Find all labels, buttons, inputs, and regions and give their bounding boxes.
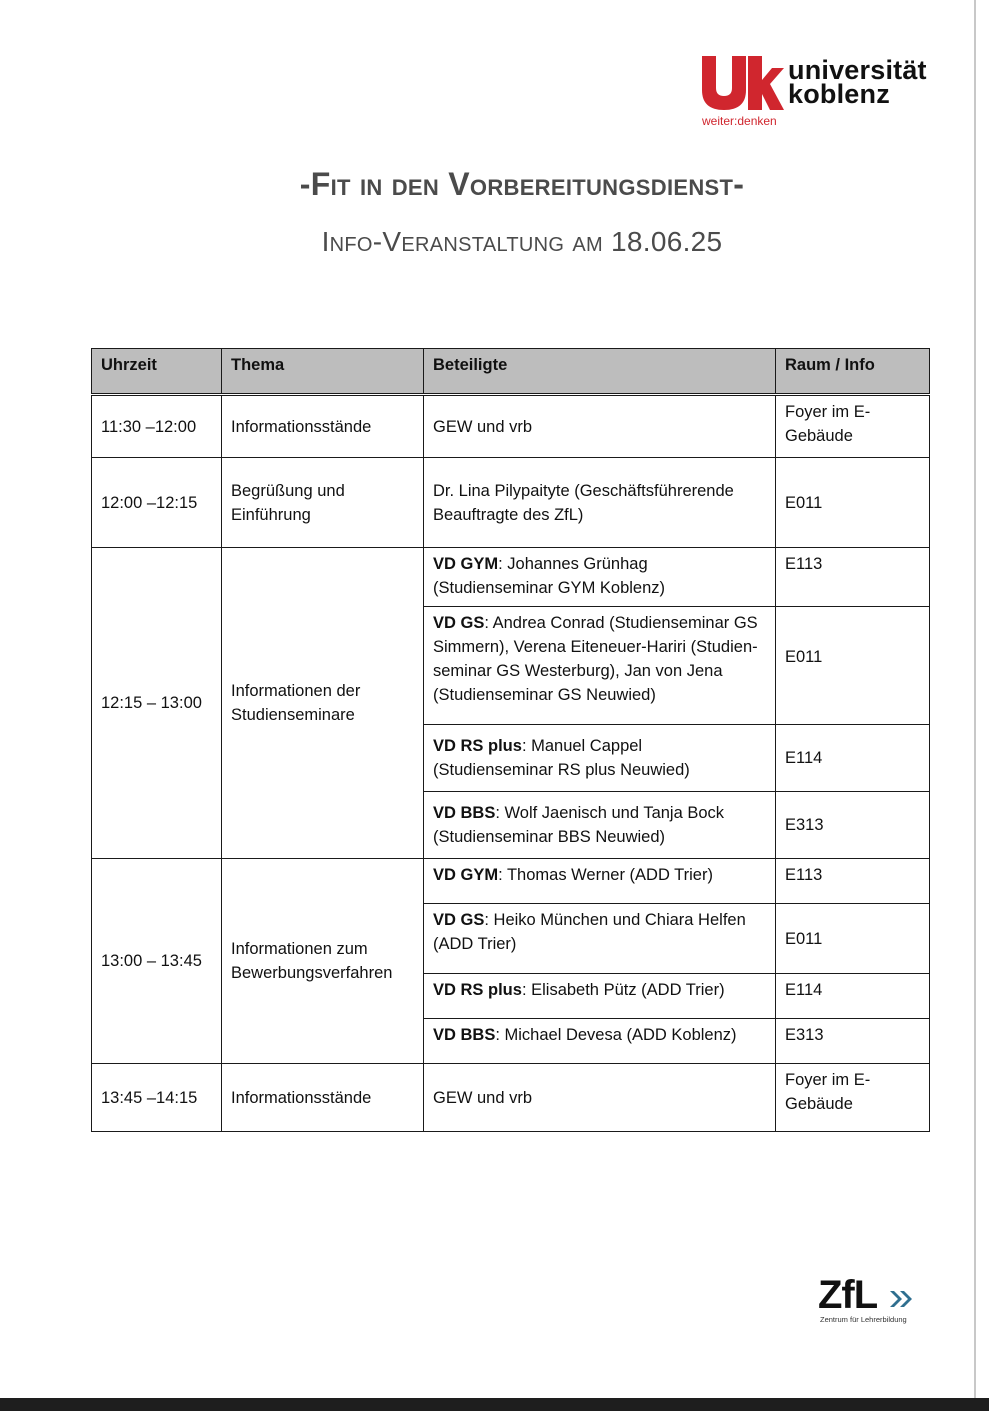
zfl-subtitle: Zentrum für Lehrerbildung (820, 1315, 907, 1324)
track-label: VD GYM (433, 555, 499, 573)
table-row (92, 396, 930, 458)
time-cell: 12:00 –12:15 (92, 458, 222, 548)
room-cell: E313 (776, 792, 930, 859)
people-text: : Manuel Cappel (Studienseminar RS plus Neuwied) (433, 737, 690, 779)
time-cell: 12:15 – 13:00 (92, 548, 222, 859)
header-thema: Thema (222, 349, 424, 394)
people-cell (424, 974, 776, 1019)
people-text: : Johannes Grünhag (Studienseminar GYM Koblenz) (433, 555, 666, 597)
track-label: VD RS plus (433, 981, 522, 999)
people-cell (424, 859, 776, 904)
university-name-line1: universität (788, 55, 927, 85)
university-name-line2: koblenz (788, 79, 890, 109)
table-header-row (92, 349, 930, 394)
people-text: : Elisabeth Pütz (ADD Trier) (521, 981, 725, 999)
table-row (92, 458, 930, 548)
room-cell: E113 (776, 859, 930, 904)
people-cell (424, 1019, 776, 1064)
people-cell: GEW und vrb (424, 1064, 776, 1132)
people-cell: Dr. Lina Pilypaityte (Geschäftsführerende Beauftragte des ZfL) (424, 458, 776, 548)
people-text: : Thomas Werner (ADD Trier) (498, 866, 713, 884)
header-uhrzeit: Uhrzeit (92, 349, 222, 394)
table-row (92, 548, 930, 607)
people-text: : Andrea Conrad (Studienseminar GS Simmern), Verena Eiteneuer-Hariri (Studien-seminar GS Westerburg), Jan von Jena (Studienseminar GS Neuwied) (433, 614, 758, 704)
people-cell: GEW und vrb (424, 396, 776, 458)
track-label: VD GYM (433, 866, 499, 884)
people-text: : Wolf Jaenisch und Tanja Bock (Studienseminar BBS Neuwied) (433, 804, 725, 846)
topic-cell: Informationsstände (222, 1064, 424, 1132)
room-cell: Foyer im E-Gebäude (776, 1064, 930, 1132)
table-row (92, 1064, 930, 1132)
time-cell: 13:00 – 13:45 (92, 859, 222, 1064)
room-cell: E114 (776, 974, 930, 1019)
viewer-bottom-bar (0, 1398, 989, 1411)
schedule-table (91, 348, 930, 1132)
track-label: VD RS plus (433, 737, 522, 755)
double-chevron-icon (888, 1289, 916, 1309)
page-edge (974, 0, 976, 1398)
header-raum: Raum / Info (776, 349, 930, 394)
room-cell: E114 (776, 725, 930, 792)
room-cell: E113 (776, 548, 930, 607)
people-cell (424, 792, 776, 859)
people-text: : Heiko München und Chiara Helfen (ADD Trier) (433, 911, 746, 953)
topic-cell: Informationen zum Bewerbungsverfahren (222, 859, 424, 1064)
document-title: -Fit in den Vorbereitungsdienst- (299, 166, 745, 202)
zfl-name: ZfL (818, 1273, 878, 1317)
track-label: VD GS (433, 614, 485, 632)
people-cell (424, 548, 776, 607)
track-label: VD GS (433, 911, 485, 929)
time-cell: 13:45 –14:15 (92, 1064, 222, 1132)
room-cell: E011 (776, 607, 930, 725)
header-beteiligte: Beteiligte (424, 349, 776, 394)
zfl-logo (818, 1273, 928, 1333)
room-cell: E313 (776, 1019, 930, 1064)
topic-cell: Informationsstände (222, 396, 424, 458)
room-cell: Foyer im E-Gebäude (776, 396, 930, 458)
table-row (92, 859, 930, 904)
people-cell (424, 725, 776, 792)
document-subtitle: Info-Veranstaltung am 18.06.25 (321, 226, 723, 257)
university-tagline: weiter:denken (702, 114, 777, 128)
room-cell: E011 (776, 458, 930, 548)
university-name (788, 55, 927, 109)
uk-logo-mark-icon (700, 52, 784, 112)
topic-cell: Begrüßung und Einführung (222, 458, 424, 548)
people-cell (424, 607, 776, 725)
university-logo (700, 52, 950, 132)
room-cell: E011 (776, 904, 930, 974)
people-text: : Michael Devesa (ADD Koblenz) (495, 1026, 737, 1044)
time-cell: 11:30 –12:00 (92, 396, 222, 458)
track-label: VD BBS (433, 804, 496, 822)
people-cell (424, 904, 776, 974)
topic-cell: Informationen der Studienseminare (222, 548, 424, 859)
track-label: VD BBS (433, 1026, 496, 1044)
